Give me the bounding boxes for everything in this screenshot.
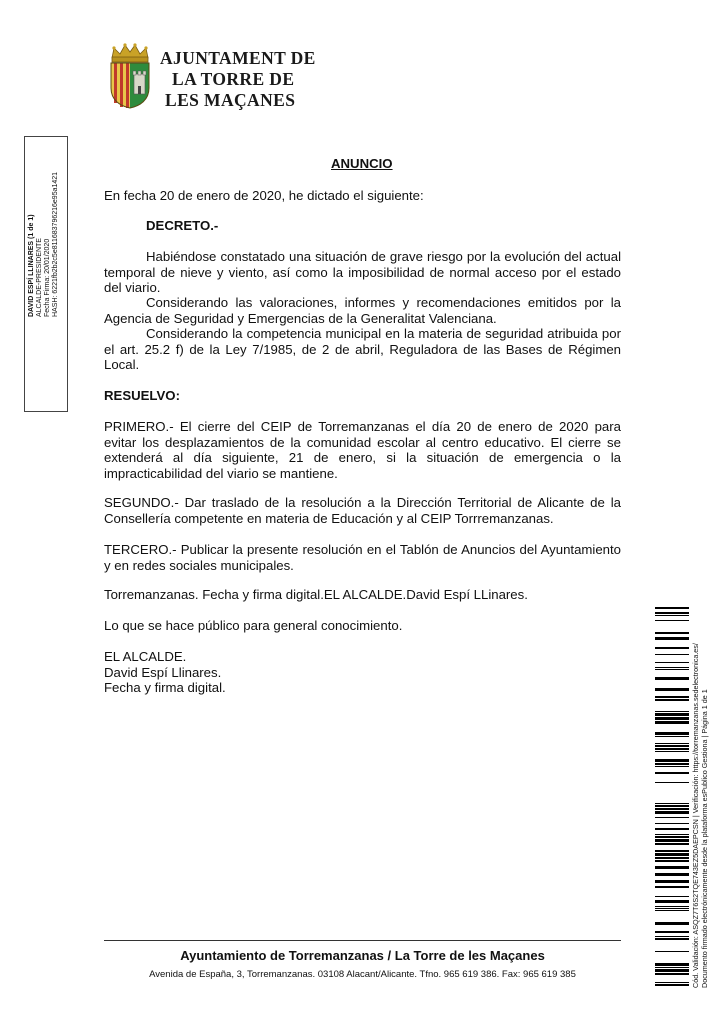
closing-role: EL ALCALDE. [104,649,187,664]
decreto-paragraph-1: Habiéndose constatado una situación de grave riesgo por la evolución del actual temporal de nieve y viento, así como la imposibilidad de normal acceso por el estado del viario. [104,249,621,295]
stamp-hash: HASH: 6221fb2b2c5e811683796216e95a1421 [52,171,59,317]
decreto-paragraph-2: Considerando las valoraciones, informes y recomendaciones emitidos por la Agencia de Seguridad y Emergencias de la Generalitat Valenciana. [104,295,621,326]
verification-code-text: Cód. Validación: ASQZ7T6S2TQE743EZ5DAEPCSN | Verificación: https://torremanzanas.sedelectronica.es/ [691,643,700,988]
org-name-line2: LA TORRE DE [172,69,295,89]
stamp-signer: DAVID ESPÍ LLINARES (1 de 1) [28,214,35,317]
footer-address: Avenida de España, 3, Torremanzanas. 03108 Alacant/Alicante. Tfno. 965 619 386. Fax: 965 619 385 [149,969,576,980]
footer-title: Ayuntamiento de Torremanzanas / La Torre de les Maçanes [180,948,545,963]
verification-platform-text: Documento firmado electrónicamente desde la plataforma esPublico Gestiona | Página 1 de 1 [700,689,709,988]
document-title: ANUNCIO [331,156,393,171]
signature-stamp-box [24,136,68,412]
stamp-date: Fecha Firma: 20/01/2020 [44,238,51,317]
footer-divider [104,940,621,941]
resolution-primero: PRIMERO.- El cierre del CEIP de Torremanzanas el día 20 de enero de 2020 para evitar los desplazamientos de la comunidad escolar al centro educativo. El cierre se extenderá al día siguiente, 21 de enero, si la situación de emergencia o la impracticabilidad del viario se mantiene. [104,419,621,481]
resolution-tercero: TERCERO.- Publicar la presente resolución en el Tablón de Anuncios del Ayuntamiento y en redes sociales municipales. [104,542,621,573]
municipal-crest-logo [106,42,154,112]
validation-barcode [655,607,689,989]
closing-signature: Fecha y firma digital. [104,680,226,695]
org-name-line3: LES MAÇANES [165,90,296,110]
decreto-paragraph-3: Considerando la competencia municipal en la materia de seguridad atribuida por el art. 25.2 f) de la Ley 7/1985, de 2 de abril, Reguladora de las Bases de Régimen Local. [104,326,621,372]
closing-name: David Espí Llinares. [104,665,222,680]
resuelvo-heading: RESUELVO: [104,388,180,403]
stamp-role: ALCALDE-PRESIDENTE [36,238,43,317]
signature-line: Torremanzanas. Fecha y firma digital.EL ALCALDE.David Espí LLinares. [104,587,528,602]
intro-text: En fecha 20 de enero de 2020, he dictado el siguiente: [104,188,424,203]
resolution-segundo: SEGUNDO.- Dar traslado de la resolución a la Dirección Territorial de Alicante de la Consellería competente en materia de Educación y al CEIP Torrremanzanas. [104,495,621,526]
public-notice-line: Lo que se hace público para general conocimiento. [104,618,403,633]
org-name-line1: AJUNTAMENT DE [160,48,316,68]
decreto-heading: DECRETO.- [146,218,219,233]
